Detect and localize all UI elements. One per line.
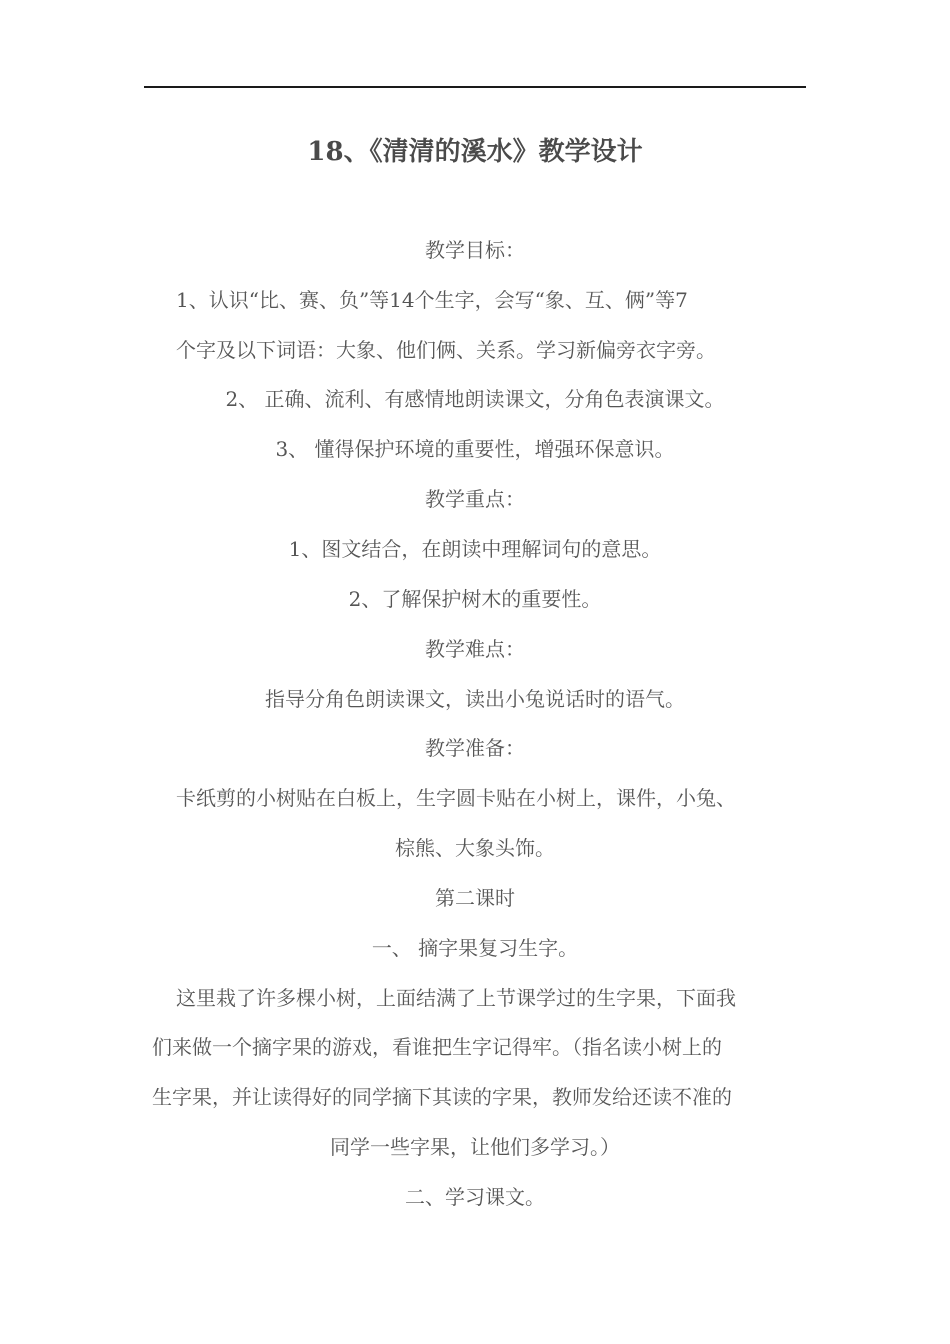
goal-1-line-1: 1、认识“比、赛、负”等14个生字，会写“象、互、俩”等7 [176, 288, 688, 312]
key-point-2: 2、了解保护树木的重要性。 [348, 587, 602, 611]
step-1-line-4: 同学一些字果，让他们多学习。） [330, 1135, 620, 1159]
header-rule [144, 86, 806, 88]
key-point-1: 1、图文结合，在朗读中理解词句的意思。 [288, 537, 662, 561]
step-1-line-1: 这里栽了许多棵小树，上面结满了上节课学过的生字果，下面我 [176, 986, 736, 1010]
lesson-heading: 第二课时 [435, 886, 515, 910]
goal-1-line-2: 个字及以下词语：大象、他们俩、关系。学习新偏旁衣字旁。 [176, 338, 716, 362]
preparation-line-1: 卡纸剪的小树贴在白板上，生字圆卡贴在小树上，课件，小兔、 [176, 786, 736, 810]
difficulty-heading: 教学难点： [425, 637, 525, 661]
goals-heading: 教学目标： [425, 238, 525, 262]
step-1-line-2: 们来做一个摘字果的游戏，看谁把生字记得牢。（指名读小树上的 [152, 1035, 722, 1059]
goal-3: 3、 懂得保护环境的重要性，增强环保意识。 [275, 437, 675, 461]
key-points-heading: 教学重点： [425, 487, 525, 511]
preparation-line-2: 棕熊、大象头饰。 [395, 836, 555, 860]
step-1-heading: 一、 摘字果复习生字。 [371, 936, 579, 960]
document-title: 18、《清清的溪水》教学设计 [307, 137, 643, 167]
preparation-heading: 教学准备： [425, 736, 525, 760]
step-2-heading: 二、学习课文。 [405, 1185, 545, 1209]
difficulty-1: 指导分角色朗读课文，读出小兔说话时的语气。 [265, 687, 685, 711]
step-1-line-3: 生字果，并让读得好的同学摘下其读的字果，教师发给还读不准的 [152, 1085, 732, 1109]
goal-2: 2、 正确、流利、有感情地朗读课文，分角色表演课文。 [225, 387, 725, 411]
